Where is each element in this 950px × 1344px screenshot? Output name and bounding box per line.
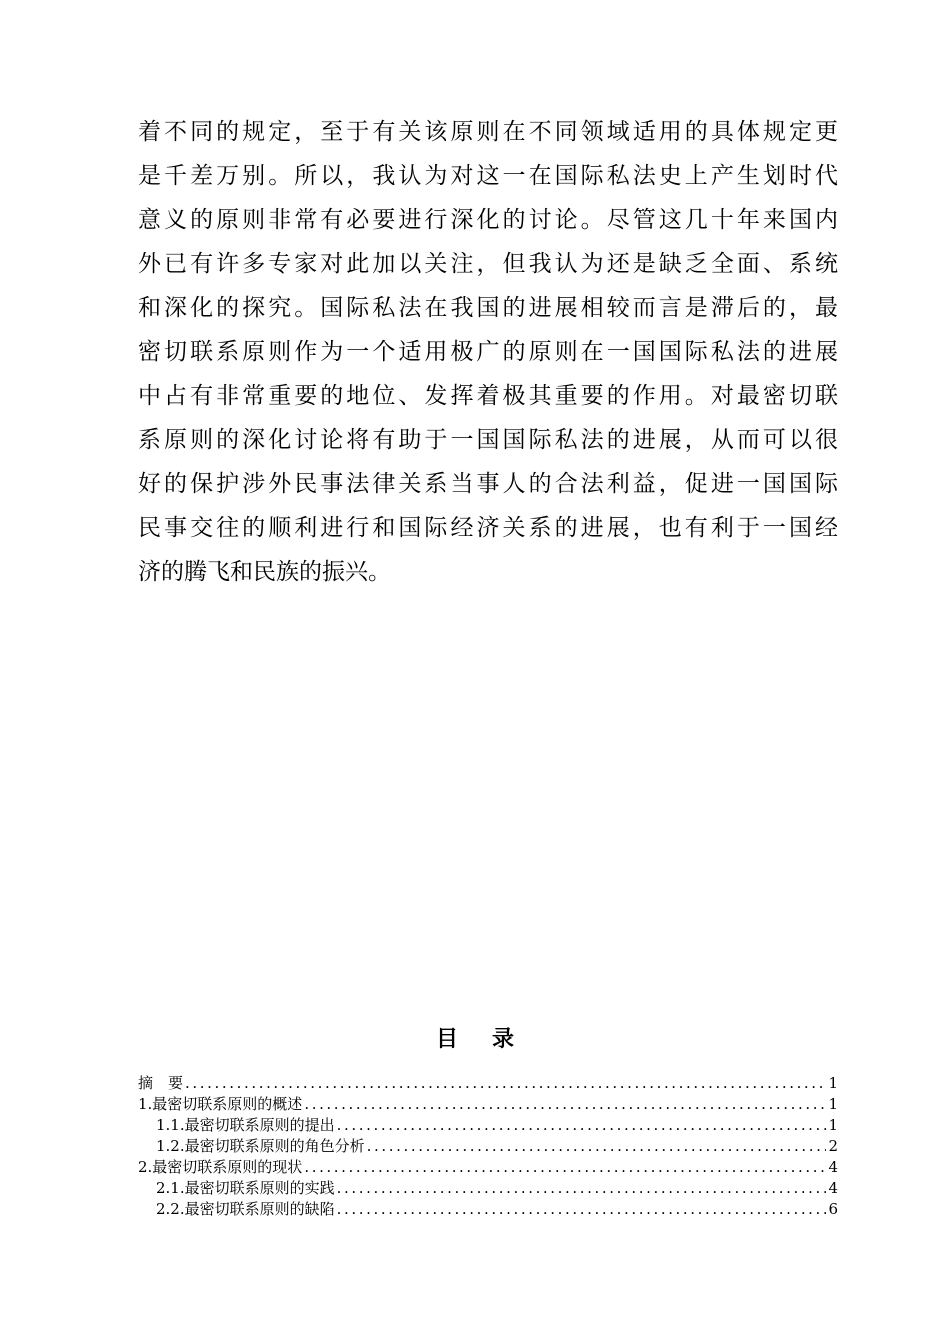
toc-entry-label: 1.1.最密切联系原则的提出 xyxy=(156,1116,335,1134)
toc-entry[interactable] xyxy=(138,1199,838,1220)
toc-leader-dots xyxy=(337,1115,827,1136)
toc-entry-page: 4 xyxy=(828,1158,838,1176)
toc-entry[interactable] xyxy=(138,1073,838,1094)
toc-entry[interactable] xyxy=(138,1094,838,1115)
paragraph-line: 系原则的深化讨论将有助于一国国际私法的进展，从而可以很 xyxy=(138,427,838,453)
toc-entry[interactable] xyxy=(138,1157,838,1178)
paragraph-line: 中占有非常重要的地位、发挥着极其重要的作用。对最密切联 xyxy=(138,383,838,409)
toc-entry-label: 1.2.最密切联系原则的角色分析 xyxy=(156,1137,365,1155)
toc-entry[interactable] xyxy=(138,1178,838,1199)
toc-leader-dots xyxy=(185,1073,826,1094)
table-of-contents xyxy=(138,1073,838,1220)
toc-leader-dots xyxy=(367,1136,827,1157)
toc-entry-page: 4 xyxy=(828,1179,838,1197)
toc-entry-page: 1 xyxy=(828,1116,838,1134)
toc-entry-page: 1 xyxy=(828,1074,838,1092)
toc-leader-dots xyxy=(337,1178,827,1199)
paragraph-line: 民事交往的顺利进行和国际经济关系的进展，也有利于一国经 xyxy=(138,515,838,541)
toc-entry-page: 2 xyxy=(828,1137,838,1155)
toc-title: 目录 xyxy=(435,1027,548,1052)
toc-leader-dots xyxy=(304,1157,826,1178)
toc-entry-page: 6 xyxy=(828,1200,838,1218)
paragraph-line: 济的腾飞和民族的振兴。 xyxy=(138,559,391,585)
toc-leader-dots xyxy=(337,1199,827,1220)
paragraph-line: 着不同的规定，至于有关该原则在不同领域适用的具体规定更 xyxy=(138,119,838,145)
paragraph-line: 好的保护涉外民事法律关系当事人的合法利益，促进一国国际 xyxy=(138,471,838,497)
paragraph-line: 和深化的探究。国际私法在我国的进展相较而言是滞后的，最 xyxy=(138,295,838,321)
toc-entry[interactable] xyxy=(138,1115,838,1136)
toc-entry-label: 2.2.最密切联系原则的缺陷 xyxy=(156,1200,335,1218)
paragraph-line: 意义的原则非常有必要进行深化的讨论。尽管这几十年来国内 xyxy=(138,207,838,233)
paragraph-line: 外已有许多专家对此加以关注，但我认为还是缺乏全面、系统 xyxy=(138,251,838,277)
toc-entry-label: 2.1.最密切联系原则的实践 xyxy=(156,1179,335,1197)
toc-entry-label: 摘 要 xyxy=(138,1074,184,1092)
paragraph-line: 密切联系原则作为一个适用极广的原则在一国国际私法的进展 xyxy=(138,339,838,365)
paragraph-line: 是千差万别。所以，我认为对这一在国际私法史上产生划时代 xyxy=(138,163,838,189)
toc-entry-label: 1.最密切联系原则的概述 xyxy=(138,1095,303,1113)
toc-entry-label: 2.最密切联系原则的现状 xyxy=(138,1158,303,1176)
toc-entry-page: 1 xyxy=(828,1095,838,1113)
toc-leader-dots xyxy=(304,1094,826,1115)
toc-entry[interactable] xyxy=(138,1136,838,1157)
body-paragraph xyxy=(138,110,838,594)
